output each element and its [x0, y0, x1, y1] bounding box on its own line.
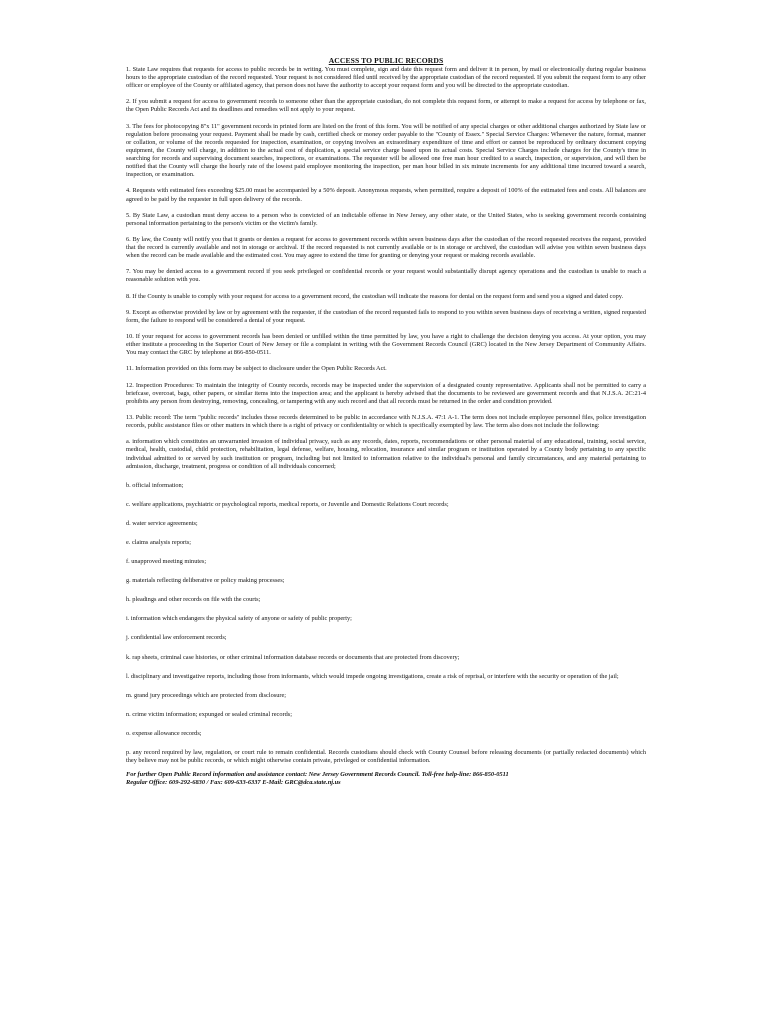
- list-item-i: i. information which endangers the physical safety of anyone or safety of public property;: [126, 615, 352, 623]
- paragraph-10: 10. If your request for access to government records has been denied or unfilled within the time permitted by law, you have a right to challenge the decision denying you access. At your option, you may either institute a proceeding in the Superior Court of New Jersey or file a complaint in writing with the Government Records Council (GRC) located in the New Jersey Department of Community Affairs. You may contact the GRC by telephone at 866-850-0511.: [126, 333, 646, 357]
- list-item-j: j. confidential law enforcement records;: [126, 634, 227, 642]
- list-item-c: c. welfare applications, psychiatric or psychological reports, medical reports, or Juvenile and Domestic Relations Court records;: [126, 500, 449, 508]
- list-item-h: h. pleadings and other records on file with the courts;: [126, 596, 261, 604]
- paragraph-13-public-record: 13. Public record: The term "public records" includes those records determined to be public in accordance with N.J.S.A. 47:1 A-1. The term does not include employee personnel files, police investigation records, public assistance files or other matters in which there is a right of privacy or confidentiality or which is specifically exempted by law. The term also does not include the following:: [126, 414, 646, 430]
- paragraph-12-inspection: 12. Inspection Procedures: To maintain the integrity of County records, records may be inspected under the supervision of a designated county representative. Applicants shall not be permitted to carry a briefcase, overcoat, bags, other papers, or similar items into the inspection area; and the applicant is hereby advised that the documents to be reviewed are government records and that N.J.S.A. 2C:21-4 prohibits any person from destroying, removing, concealing, or tampering with any such record and that all records must be returned in the order and condition provided.: [126, 381, 646, 405]
- list-item-p: p. any record required by law, regulation, or court rule to remain confidential. Records custodians should check with County Counsel before releasing documents (or partially redacted documents) which they believe may not be public records, or which might otherwise contain private, privileged or confidential information.: [126, 749, 646, 765]
- list-item-g: g. materials reflecting deliberative or policy making processes;: [126, 577, 285, 585]
- list-item-a: a. information which constitutes an unwarranted invasion of individual privacy, such as any records, dates, reports, recommendations or other personal material of any educational, training, social service, medical, health, custodial, child protection, rehabilitation, legal defense, welfare, housing, relocation, insurance and similar program or institution operated by a County body pertaining to any specific individual admitted to or served by such institution or program, including but not limited to information relative to the individual's personal and family circumstances, and any material pertaining to admission, discharge, treatment, progress or condition of all individuals concerned;: [126, 438, 646, 470]
- list-item-b: b. official information;: [126, 481, 184, 489]
- paragraph-5: 5. By State Law, a custodian must deny access to a person who is convicted of an indictable offense in New Jersey, any other state, or the United States, who is seeking government records containing personal information pertaining to the person's victim or the victim's family.: [126, 211, 646, 227]
- list-item-n: n. crime victim information; expunged or sealed criminal records;: [126, 710, 292, 718]
- list-item-d: d. water service agreements;: [126, 519, 198, 527]
- list-item-o: o. expense allowance records;: [126, 729, 202, 737]
- list-item-e: e. claims analysis reports;: [126, 538, 192, 546]
- footer-line-1: For further Open Public Record information and assistance contact: New Jersey Government Records Council. Toll-free help-line: 866-850-0511: [126, 771, 509, 779]
- paragraph-1: 1. State Law requires that requests for access to public records be in writing. You must complete, sign and date this request form and deliver it in person, by mail or electronically during regular business hours to the appropriate custodian of the record requested. Your request is not considered filed until received by the appropriate custodian of the record requested. If you submit the request form to any other officer or employee of the County or affiliated agency, that person does not have the authority to accept your request form and you will be directed to the appropriate custodian.: [126, 66, 646, 90]
- paragraph-9: 9. Except as otherwise provided by law or by agreement with the requester, if the custodian of the record requested fails to respond to you within seven business days of receiving a written, signed requested form, the failure to respond will be considered a denial of your request.: [126, 308, 646, 324]
- paragraph-2: 2. If you submit a request for access to government records to someone other than the appropriate custodian, do not complete this request form, or attempt to make a request for access by telephone or fax, the Open Public Records Act and its deadlines and remedies will not apply to your request.: [126, 98, 646, 114]
- paragraph-4-deposit: 4. Requests with estimated fees exceeding $25.00 must be accompanied by a 50% deposit. Anonymous requests, when permitted, require a deposit of 100% of the estimated fees and costs. All balances are agreed to be paid by the requester in full upon delivery of the records.: [126, 187, 646, 203]
- contact-footer: [126, 771, 646, 787]
- paragraph-6: 6. By law, the County will notify you that it grants or denies a request for access to government records within seven business days after the custodian of the record requested receives the request, provided that the record is currently available and not in storage or archival. If the record requested is not currently available or is in storage or archived, the custodian will advise you within seven business days when the record can be made available and the estimated cost. You may agree to extend the time for granting or denying your request or making records available.: [126, 235, 646, 260]
- document-title: ACCESS TO PUBLIC RECORDS: [328, 56, 444, 65]
- footer-line-2: Regular Office: 609-292-6830 / Fax: 609-633-6337 E-Mail: GRC@dca.state.nj.us: [126, 779, 341, 787]
- paragraph-11: 11. Information provided on this form may be subject to disclosure under the Open Public Records Act.: [126, 365, 387, 373]
- paragraph-7: 7. You may be denied access to a government record if you seek privileged or confidential records or your request would substantially disrupt agency operations and the custodian is unable to reach a reasonable solution with you.: [126, 268, 646, 284]
- list-item-f: f. unapproved meeting minutes;: [126, 558, 207, 566]
- list-item-l: l. disciplinary and investigative reports, including those from informants, which would impede ongoing investigations, create a risk of reprisal, or interfere with the security or operation of the jail;: [126, 672, 619, 680]
- list-item-k: k. rap sheets, criminal case histories, or other criminal information database records or documents that are protected from discovery;: [126, 653, 460, 661]
- paragraph-3-fees: 3. The fees for photocopying 8"x 11" government records in printed form are listed on the front of this form. You will be notified of any special charges or other additional charges authorized by State law or regulation before processing your request. Payment shall be made by cash, certified check or money order payable to the "County of Essex." Special Service Charges: Whenever the nature, format, manner or collation, or volume of the records requested for inspection, examination, or copying involves an extraordinary expenditure of time and effort or cannot be reproduced by ordinary document copying equipment, the County will charge, in addition to the actual cost of duplication, a special service charge based upon its actual costs. Special Service Charges include charges for the County's time in searching for records and supervising document searches, inspections, or examinations. The requester will be allowed one free man hour credited to a search, inspection, or supervision, and will then be notified that the County will charge the hourly rate of the lowest paid employee monitoring the inspection, per man hour billed in six minute increments for any additional time incurred toward a search, inspection, or examination.: [126, 122, 646, 179]
- paragraph-8: 8. If the County is unable to comply with your request for access to a government record, the custodian will indicate the reasons for denial on the request form and send you a signed and dated copy.: [126, 292, 624, 300]
- list-item-m: m. grand jury proceedings which are protected from disclosure;: [126, 691, 286, 699]
